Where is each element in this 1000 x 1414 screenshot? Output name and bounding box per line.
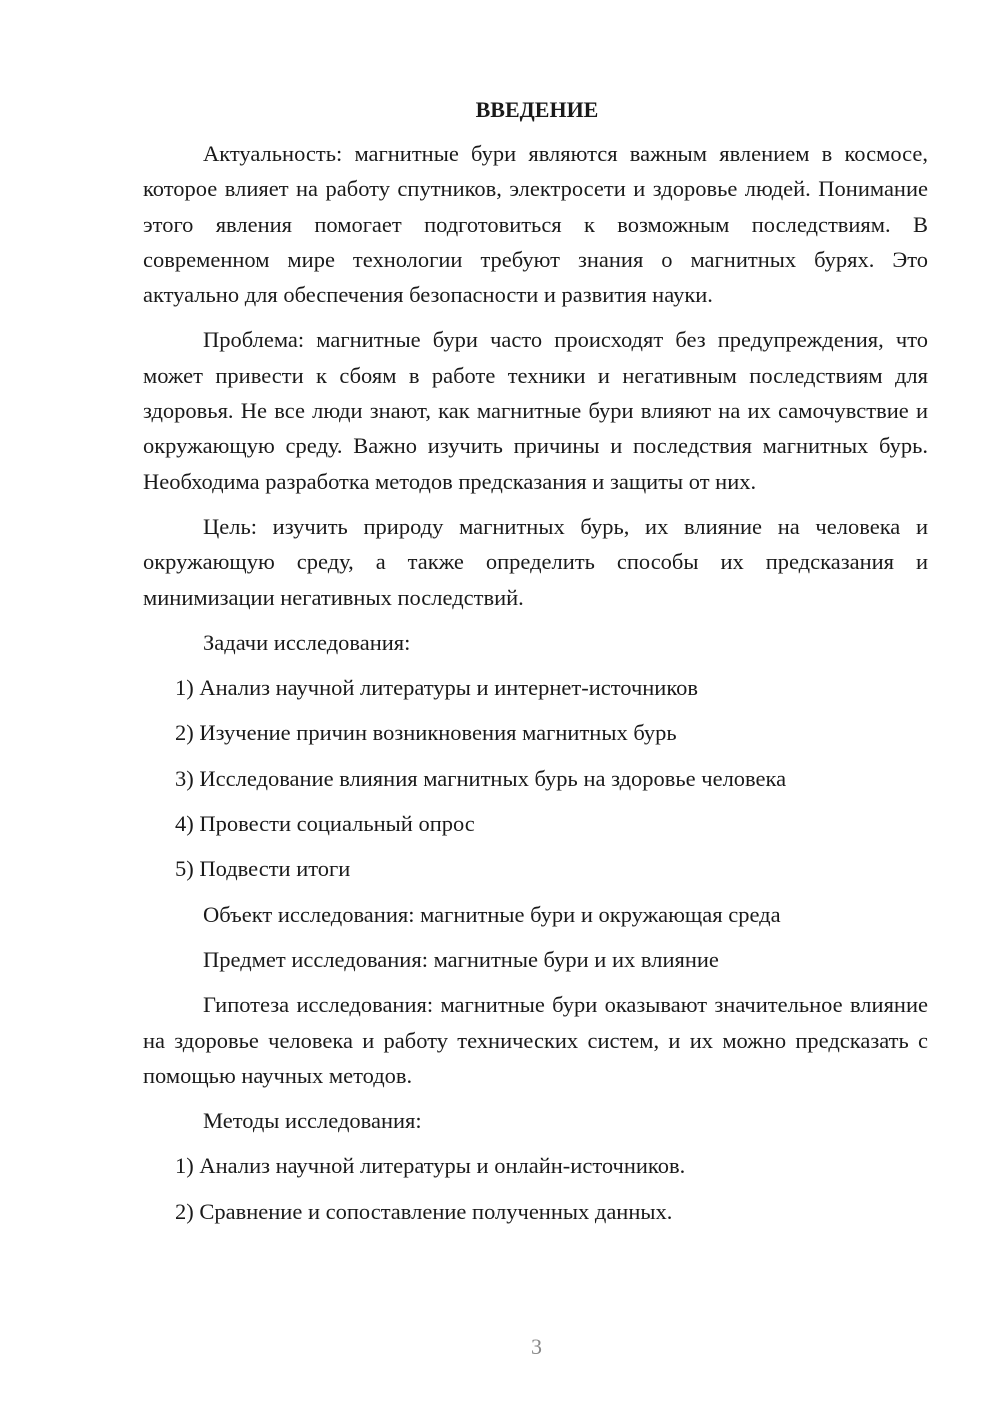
section-title: ВВЕДЕНИЕ [475, 97, 599, 122]
list-item: 5) Подвести итоги [175, 856, 351, 882]
problem-paragraph: Проблема: магнитные бури часто происходят без предупреждения, что может привести к сбоям в работе техники и негативным последствиям для здоровья. Не все люди знают, как магнитные бури влияют на их самочувствие и окружающую среду. Важно изучить причины и последствия магнитных бурь. Необходима разработка методов предсказания и защиты от них. [143, 327, 928, 494]
research-object: Объект исследования: магнитные бури и окружающая среда [203, 901, 781, 927]
list-item: 2) Сравнение и сопоставление полученных данных. [175, 1198, 673, 1224]
list-item: 1) Анализ научной литературы и интернет-источников [175, 675, 699, 701]
methods-heading: Методы исследования: [203, 1108, 422, 1134]
research-subject: Предмет исследования: магнитные бури и их влияние [203, 946, 719, 972]
relevance-paragraph: Актуальность: магнитные бури являются важным явлением в космосе, которое влияет на работу спутников, электросети и здоровье людей. Понимание этого явления помогает подготовиться к возможным последствиям. В современном мире технологии требуют знания о магнитных бурях. Это актуально для обеспечения безопасности и развития науки. [143, 141, 928, 308]
list-item: 3) Исследование влияния магнитных бурь на здоровье человека [175, 765, 787, 791]
list-item: 1) Анализ научной литературы и онлайн-источников. [175, 1153, 686, 1179]
tasks-list [143, 670, 928, 886]
page-number: 3 [531, 1334, 542, 1359]
list-item: 2) Изучение причин возникновения магнитных бурь [175, 720, 677, 746]
hypothesis-paragraph: Гипотеза исследования: магнитные бури оказывают значительное влияние на здоровье человека и работу технических систем, и их можно предсказать с помощью научных методов. [143, 992, 928, 1088]
list-item: 4) Провести социальный опрос [175, 811, 475, 837]
page-body [143, 94, 928, 1239]
methods-list [143, 1148, 928, 1229]
goal-paragraph: Цель: изучить природу магнитных бурь, их влияние на человека и окружающую среду, а также определить способы их предсказания и минимизации негативных последствий. [143, 513, 928, 610]
tasks-heading: Задачи исследования: [203, 629, 411, 655]
